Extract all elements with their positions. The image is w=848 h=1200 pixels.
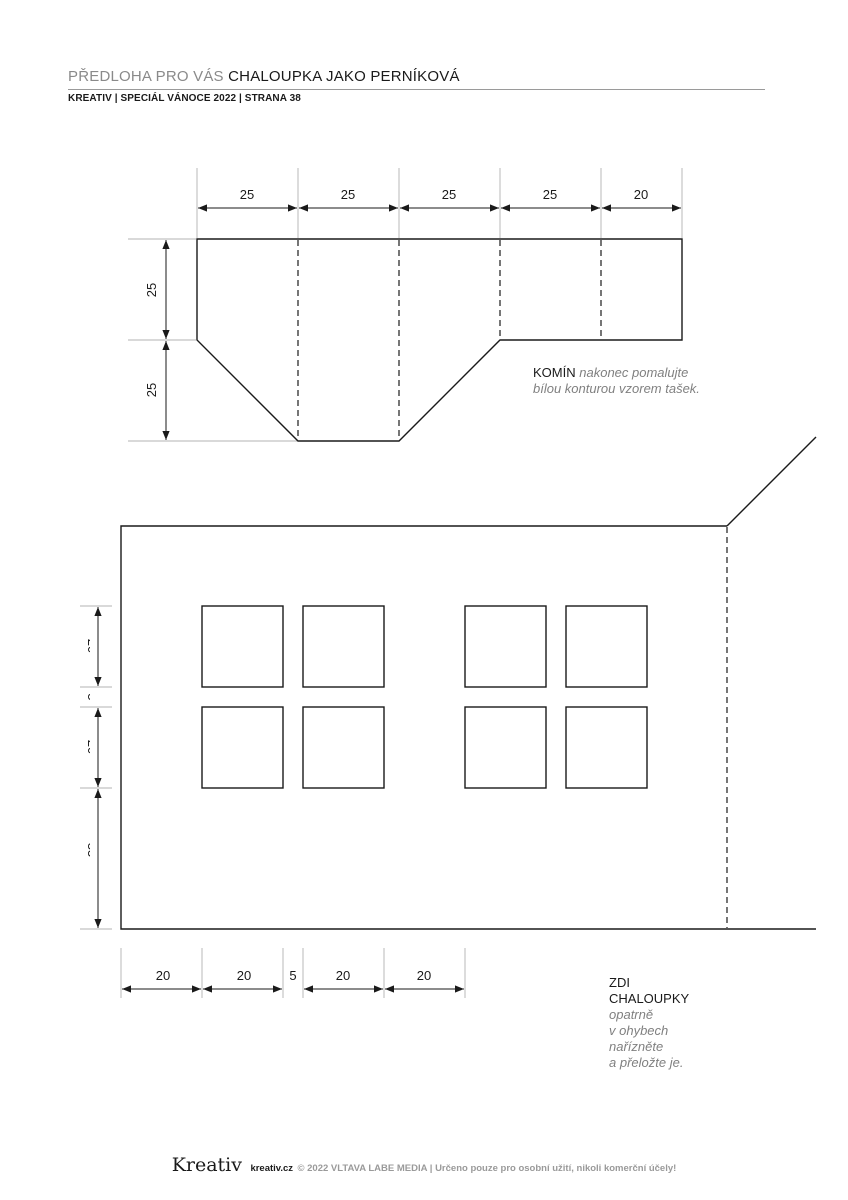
window (566, 606, 647, 687)
wall-dim-4: 20 (335, 968, 351, 983)
chimney-template (128, 168, 682, 441)
chimney-note-text-1: nakonec pomalujte (579, 365, 689, 380)
chimney-side-dim-2: 25 (144, 382, 159, 398)
walls-note-line-2: v ohybech (609, 1023, 669, 1038)
chimney-dim-2: 25 (340, 187, 356, 202)
window (465, 606, 546, 687)
walls-template (80, 437, 816, 998)
walls-note-line-3: nařízněte (609, 1039, 664, 1054)
walls-note-line-4: a přeložte je. (609, 1055, 684, 1070)
chimney-dim-3: 25 (441, 187, 457, 202)
wall-dim-2: 20 (236, 968, 252, 983)
chimney-note-lead: KOMÍN (533, 365, 576, 380)
chimney-dim-5: 20 (633, 187, 649, 202)
title-prefix: PŘEDLOHA PRO VÁS (68, 68, 224, 85)
walls-note-line-1: opatrně (609, 1007, 654, 1022)
wall-side-extension-lines (80, 606, 112, 929)
wall-side-dim-4: 35 (85, 842, 100, 858)
chimney-outline (197, 239, 682, 441)
wall-dim-5: 20 (416, 968, 432, 983)
walls-note-lead-1: ZDI (609, 975, 630, 990)
roof-edge (727, 437, 816, 526)
windows (202, 606, 647, 788)
window (202, 707, 283, 788)
wall-side-dim-1: 20 (85, 638, 100, 654)
footer-site-link[interactable]: kreativ.cz (250, 1163, 294, 1174)
wall-side-dim-3: 20 (85, 739, 100, 755)
chimney-side-dim-1: 25 (144, 282, 159, 298)
kreativ-logo: Kreativ (171, 1154, 242, 1176)
chimney-note-text-2: bílou konturou vzorem tašek. (533, 381, 700, 396)
wall-outline (121, 526, 816, 929)
chimney-note (533, 365, 753, 397)
window (465, 707, 546, 788)
title-main: CHALOUPKA JAKO PERNÍKOVÁ (228, 68, 460, 85)
page-footer (0, 1154, 848, 1176)
wall-side-dim-2: 5 (85, 693, 100, 701)
chimney-dim-1: 25 (239, 187, 255, 202)
window (303, 606, 384, 687)
window (202, 606, 283, 687)
footer-copyright: © 2022 VLTAVA LABE MEDIA | Určeno pouze pro osobní užití, nikoli komerční účely! (297, 1163, 677, 1174)
window (566, 707, 647, 788)
walls-note (609, 975, 749, 1071)
wall-dim-1: 20 (155, 968, 171, 983)
page-subtitle: KREATIV | SPECIÁL VÁNOCE 2022 | STRANA 38 (68, 93, 301, 104)
walls-note-lead-2: CHALOUPKY (609, 991, 690, 1006)
wall-dim-3: 5 (289, 968, 297, 983)
chimney-extension-lines (128, 168, 682, 441)
chimney-dim-4: 25 (542, 187, 558, 202)
window (303, 707, 384, 788)
